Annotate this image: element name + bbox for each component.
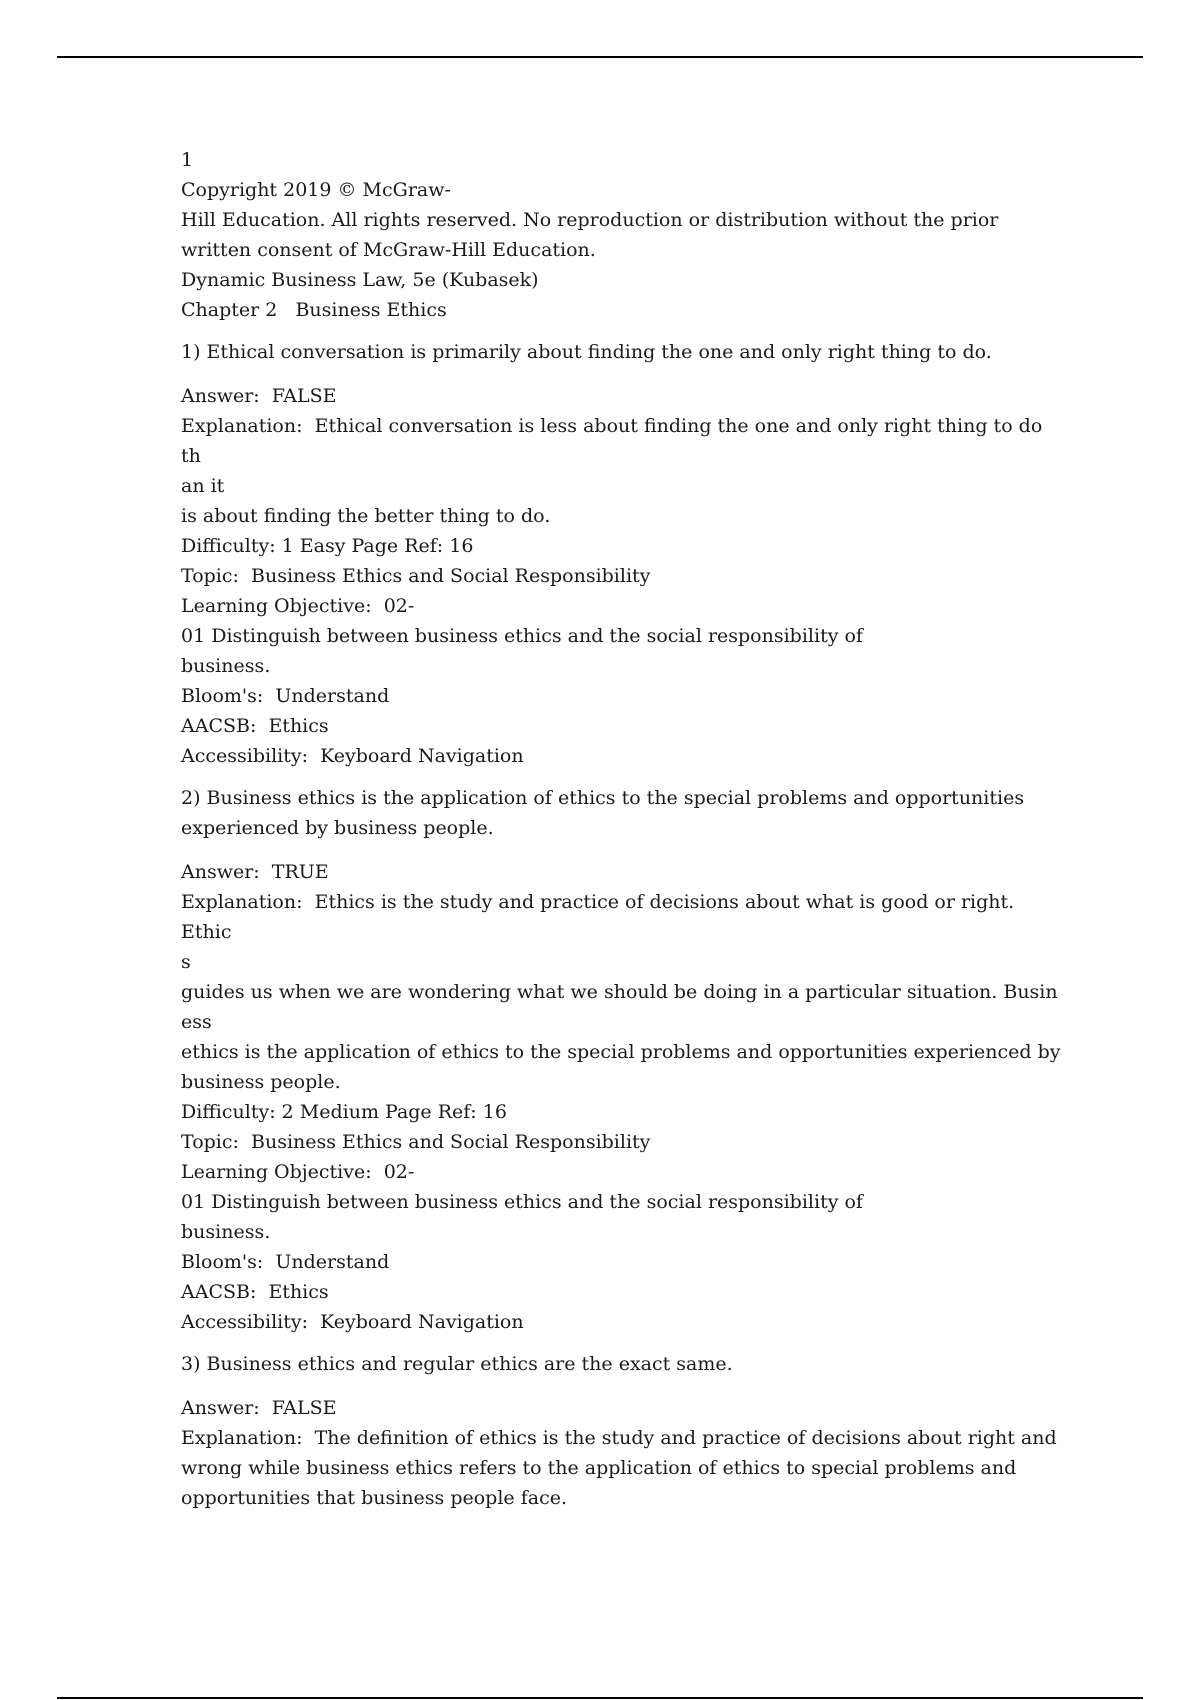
explanation-line: is about finding the better thing to do. [181,505,551,527]
explanation-line: ethics is the application of ethics to the special problems and opportunities experienced by [181,1041,1061,1063]
explanation-line: an it [181,475,225,497]
learning-objective-line: business. [181,1221,271,1243]
question-text: 3) Business ethics and regular ethics are the exact same. [181,1353,733,1375]
question-block-3 [181,1349,1061,1513]
difficulty: Difficulty: 1 Easy Page Ref: 16 [181,535,474,557]
copyright-line-2: Hill Education. All rights reserved. No reproduction or distribution without the prior [181,209,999,231]
aacsb: AACSB: Ethics [181,715,329,737]
learning-objective-line: Learning Objective: 02- [181,595,415,617]
explanation-line: wrong while business ethics refers to the application of ethics to special problems and [181,1457,1017,1479]
answer: Answer: FALSE [181,1397,337,1419]
topic: Topic: Business Ethics and Social Responsibility [181,1131,651,1153]
copyright-line-1: Copyright 2019 © McGraw- [181,179,451,201]
learning-objective-line: 01 Distinguish between business ethics and the social responsibility of [181,625,863,647]
document-body [181,145,1061,1513]
chapter-title: Chapter 2 Business Ethics [181,299,447,321]
learning-objective-line: 01 Distinguish between business ethics and the social responsibility of [181,1191,863,1213]
explanation-line: guides us when we are wondering what we should be doing in a particular situation. Busin [181,981,1058,1003]
difficulty: Difficulty: 2 Medium Page Ref: 16 [181,1101,507,1123]
book-title: Dynamic Business Law, 5e (Kubasek) [181,269,539,291]
question-block-2 [181,783,1061,1337]
explanation-line: business people. [181,1071,341,1093]
learning-objective-line: business. [181,655,271,677]
accessibility: Accessibility: Keyboard Navigation [181,1311,524,1333]
explanation-line: ess [181,1011,212,1033]
topic: Topic: Business Ethics and Social Responsibility [181,565,651,587]
accessibility: Accessibility: Keyboard Navigation [181,745,524,767]
explanation-line: Explanation: Ethical conversation is less about finding the one and only right thing to do th [181,415,1049,467]
learning-objective-line: Learning Objective: 02- [181,1161,415,1183]
explanation-line: s [181,951,191,973]
top-rule [57,56,1143,58]
answer: Answer: TRUE [181,861,329,883]
blooms: Bloom's: Understand [181,1251,390,1273]
answer: Answer: FALSE [181,385,337,407]
blooms: Bloom's: Understand [181,685,390,707]
aacsb: AACSB: Ethics [181,1281,329,1303]
page-number: 1 [181,149,194,171]
question-block-1 [181,337,1061,771]
copyright-line-3: written consent of McGraw-Hill Education. [181,239,596,261]
question-text: experienced by business people. [181,817,494,839]
explanation-line: Explanation: Ethics is the study and practice of decisions about what is good or right. Ethic [181,891,1021,943]
explanation-line: Explanation: The definition of ethics is the study and practice of decisions about right and [181,1427,1057,1449]
explanation-line: opportunities that business people face. [181,1487,567,1509]
question-text: 1) Ethical conversation is primarily about finding the one and only right thing to do. [181,341,992,363]
question-text: 2) Business ethics is the application of ethics to the special problems and opportunities [181,787,1025,809]
bottom-rule [57,1697,1143,1699]
